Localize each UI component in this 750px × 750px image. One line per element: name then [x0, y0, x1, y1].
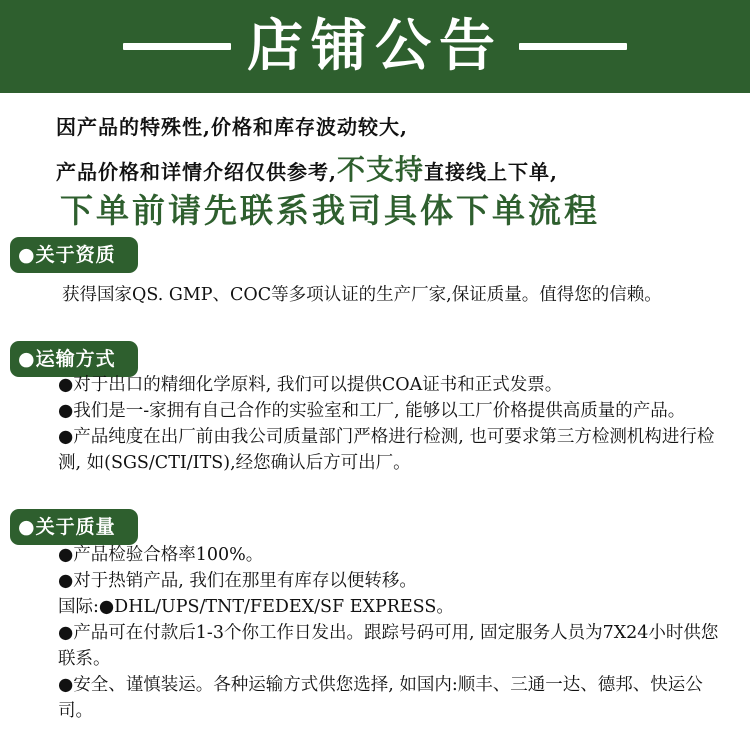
notice-line-2-prefix: 产品价格和详情介绍仅供参考, — [56, 160, 337, 184]
header-banner — [0, 0, 750, 93]
notice-line-1: 因产品的特殊性,价格和库存波动较大, — [56, 115, 408, 139]
list-item: ●产品检验合格率100%。 — [58, 545, 264, 565]
quality-list — [58, 542, 734, 724]
list-item: ●产品可在付款后1-3个你工作日发出。跟踪号码可用, 固定服务人员为7X24小时供您联系。 — [58, 623, 719, 669]
list-item: ●对于出口的精细化学原料, 我们可以提供COA证书和正式发票。 — [58, 375, 563, 395]
section-badge-qualification: ●关于资质 — [10, 237, 138, 273]
section-badge-quality: ●关于质量 — [10, 509, 138, 545]
shipping-list — [58, 372, 734, 476]
page-title: 店铺公告 — [247, 13, 503, 79]
list-item: 国际:●DHL/UPS/TNT/FEDEX/SF EXPRESS。 — [58, 597, 454, 617]
list-item: ●产品纯度在出厂前由我公司质量部门严格进行检测, 也可要求第三方检测机构进行检测, 如(SGS/CTI/ITS),经您确认后方可出厂。 — [58, 427, 715, 473]
notice-line-2-highlight: 不支持 — [336, 153, 424, 186]
left-dash-decoration — [123, 43, 231, 50]
list-item: ●我们是一-家拥有自己合作的实验室和工厂, 能够以工厂价格提供高质量的产品。 — [58, 401, 686, 421]
right-dash-decoration — [519, 43, 627, 50]
qualification-text: 获得国家QS. GMP、COC等多项认证的生产厂家,保证质量。值得您的信赖。 — [62, 285, 662, 305]
list-item: ●安全、谨慎装运。各种运输方式供您选择, 如国内:顺丰、三通一达、德邦、快运公司。 — [58, 675, 703, 721]
notice-line-3: 下单前请先联系我司具体下单流程 — [60, 191, 600, 230]
list-item: ●对于热销产品, 我们在那里有库存以便转移。 — [58, 571, 417, 591]
notice-line-2-suffix: 直接线上下单, — [423, 160, 558, 184]
section-badge-shipping: ●运输方式 — [10, 341, 138, 377]
notice-line-2 — [56, 148, 558, 188]
